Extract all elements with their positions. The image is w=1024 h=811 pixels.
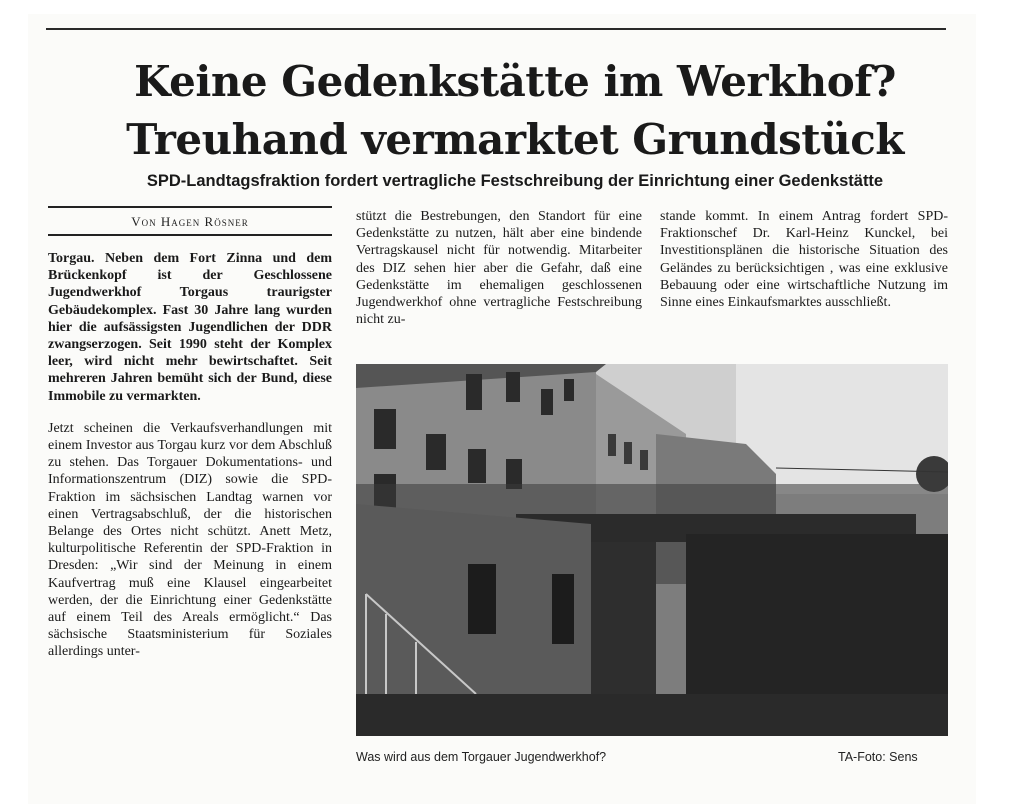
article-column-1 xyxy=(48,250,332,676)
headline-line-1: Keine Gedenkstätte im Werkhof? xyxy=(134,57,896,106)
photo-credit: TA-Foto: Sens xyxy=(838,750,918,764)
article-column-3: stande kommt. In einem Antrag fordert SPD-Fraktionschef Dr. Karl-Heinz Kunckel, bei Investitionsplänen die historische Situation des Geländes zu berücksichtigen , was eine exklusive Bebauung oder eine wirtschaftliche Nutzung im Sinne eines Einkaufsmarktes ausschließt. xyxy=(660,209,948,311)
article-column-1-body: Jetzt scheinen die Verkaufsverhandlungen mit einem Investor aus Torgau kurz vor dem Abschluß zu stehen. Das Torgauer Dokumentations- und Informationszentrum (DIZ) sowie die SPD-Fraktion im sächsischen Landtag warnen vor einen Vertragsabschluß, der die historischen Belange des Ortes nicht schützt. Anett Metz, kulturpolitische Referentin der SPD-Fraktion in Dresden: „Wir sind der Meinung in einem Kaufvertrag muß eine Klausel eingearbeitet werden, der die Einrichtung einer Gedenkstätte auf einem Teil des Areals ermöglicht.“ Das sächsische Staatsministerium für Soziales allerdings unter- xyxy=(48,420,332,660)
byline-rule-top xyxy=(48,206,332,208)
byline: Von Hagen Rösner xyxy=(131,214,249,229)
photo-caption: Was wird aus dem Torgauer Jugendwerkhof? xyxy=(356,750,607,764)
article-lead: Torgau. Neben dem Fort Zinna und dem Brückenkopf ist der Geschlossene Jugendwerkhof Torgaus traurigster Gebäudekomplex. Fast 30 Jahre lang wurden hier die aufsässigsten Jugendlichen der DDR zwangserzogen. Seit 1990 steht der Komplex leer, wird nicht mehr bewirtschaftet. Seit mehreren Jahren bemüht sich der Bund, diese Immobile zu vermarkten. xyxy=(48,251,332,404)
headline-line-2: Treuhand vermarktet Grundstück xyxy=(126,115,904,164)
building-photo xyxy=(356,364,948,736)
building-photo-icon xyxy=(356,364,948,736)
subheadline: SPD-Landtagsfraktion fordert vertragliche Festschreibung der Einrichtung einer Gedenkstätte xyxy=(146,172,884,190)
top-rule xyxy=(46,28,946,30)
article-column-2: stützt die Bestrebungen, den Standort für eine Gedenkstätte zu nutzen, hält aber eine bindende Vertragskausel nicht für notwendig. Mitarbeiter des DIZ sehen hier aber die Gefahr, daß eine Gedenkstätte im ehemaligen geschlossenen Jugendwerkhof ohne vertragliche Festschreibung nicht zu- xyxy=(356,209,642,328)
byline-rule-bottom xyxy=(48,234,332,236)
